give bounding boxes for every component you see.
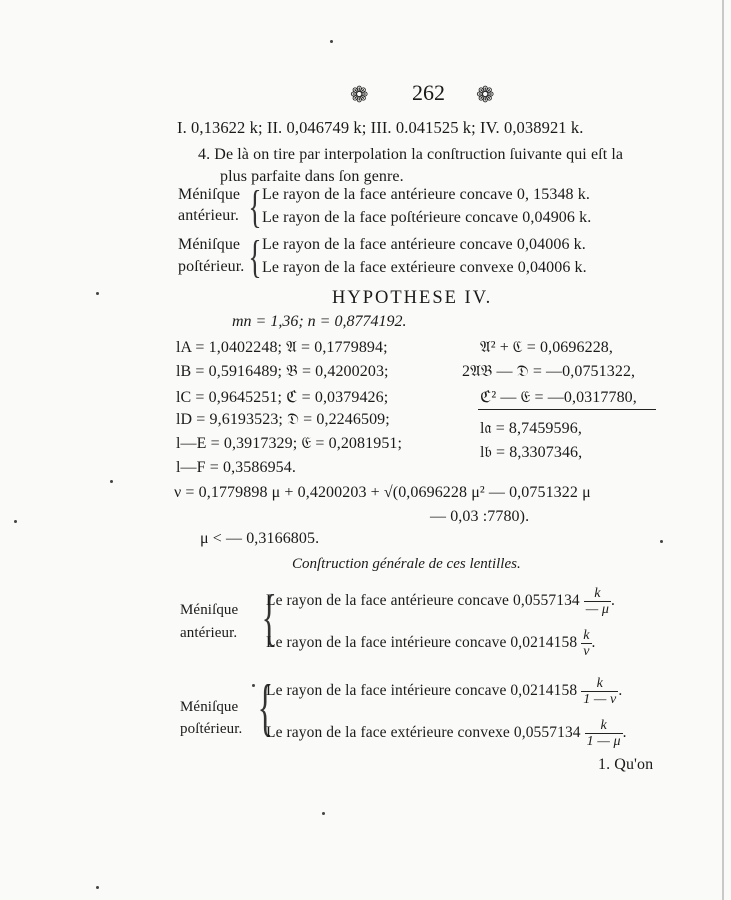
formula-line-2: — 0,03 :7780). [430,508,530,525]
hyp-left-row-5: l—E = 0,3917329; 𝔈 = 0,2081951; [176,435,403,452]
hyp-right-row-2: 2𝔄𝔅 — 𝔇 = —0,0751322, [462,363,636,380]
group2-row2: Le rayon de la face extérieure convexe 0,0557134 $\frac{k}{1 — \mu}$ . [266,718,627,749]
brace-icon: { [257,671,274,742]
block2-label-line1: Méniſque [178,236,241,253]
fraction: $\frac{k}{— \mu}$ [585,586,610,617]
group2-label-line2: poſtérieur. [180,721,243,737]
group1-row2: Le rayon de la face intérieure concave 0,0214158 $\frac{k}{\nu}$ . [266,628,596,659]
group2-label-line1: Méniſque [180,699,239,715]
hyp-right-row-3: ℭ² — 𝔈 = —0,0317780, [480,389,637,406]
block1-label-line1: Méniſque [178,186,241,203]
block1-row2: Le rayon de la face poſtérieure concave 0,04906 k. [262,209,592,226]
brace-icon: { [261,581,278,652]
page-speck [110,480,113,483]
fraction: $\frac{k}{1 — \mu}$ [586,718,621,749]
formula-line-1: ν = 0,1779898 μ + 0,4200203 + √(0,0696228 μ² — 0,0751322 μ [174,484,591,501]
page-edge-shadow [722,0,724,900]
fraction: $\frac{k}{\nu}$ [583,628,590,659]
catchword: 1. Qu'on [598,756,654,773]
construction-title: Conſtruction générale de ces lentilles. [292,556,521,572]
block2-row1: Le rayon de la face antérieure concave 0,04006 k. [262,236,586,253]
page-speck [330,40,333,43]
brace-icon: { [248,181,262,232]
condition-line: μ < — 0,3166805. [200,530,320,547]
group1-label-line1: Méniſque [180,602,239,618]
group2-row1: Le rayon de la face intérieure concave 0,0214158 $\frac{k}{1 — \nu}$ . [266,676,623,707]
hyp-left-row-2: lB = 0,5916489; 𝔅 = 0,4200203; [176,363,389,380]
hyp-left-row-4: lD = 9,6193523; 𝔇 = 0,2246509; [176,411,390,428]
hyp-left-row-6: l—F = 0,3586954. [176,459,296,476]
ornament-right-icon: ❁ [476,82,495,107]
group1-label-line2: antérieur. [180,625,238,641]
page-speck [14,520,17,523]
hyp-right-row-1: 𝔄² + ℭ = 0,0696228, [480,339,613,356]
block1-row1: Le rayon de la face antérieure concave 0, 15348 k. [262,186,590,203]
page-number: 262 [412,80,445,105]
group1-row1: Le rayon de la face antérieure concave 0,0557134 $\frac{k}{— \mu}$ . [266,586,616,617]
page-speck [252,684,255,687]
hyp-right-log-1: l𝔞 = 8,7459596, [480,420,582,437]
brace-icon: { [248,231,262,282]
block2-label-line2: poſtérieur. [178,258,245,275]
paragraph-line-1: 4. De là on tire par interpolation la conſtruction ſuivante qui eſt la [198,146,624,163]
page-speck [96,292,99,295]
page-speck [660,540,663,543]
hyp-left-row-1: lA = 1,0402248; 𝔄 = 0,1779894; [176,339,388,356]
table-rule [478,409,656,410]
page-speck [322,812,325,815]
hypothesis-title: HYPOTHESE IV. [332,288,493,308]
values-line: I. 0,13622 k; II. 0,046749 k; III. 0.041525 k; IV. 0,038921 k. [177,118,584,137]
block1-label-line2: antérieur. [178,207,239,224]
fraction: $\frac{k}{1 — \nu}$ [583,676,617,707]
hyp-left-row-3: lC = 0,9645251; ℭ = 0,0379426; [176,389,389,406]
page-speck [96,886,99,889]
hypothesis-params: mn = 1,36; n = 0,8774192. [232,313,407,330]
block2-row2: Le rayon de la face extérieure convexe 0,04006 k. [262,259,587,276]
ornament-left-icon: ❁ [350,82,369,107]
paragraph-line-2: plus parfaite dans ſon genre. [220,168,404,185]
hyp-right-log-2: l𝔟 = 8,3307346, [480,444,583,461]
